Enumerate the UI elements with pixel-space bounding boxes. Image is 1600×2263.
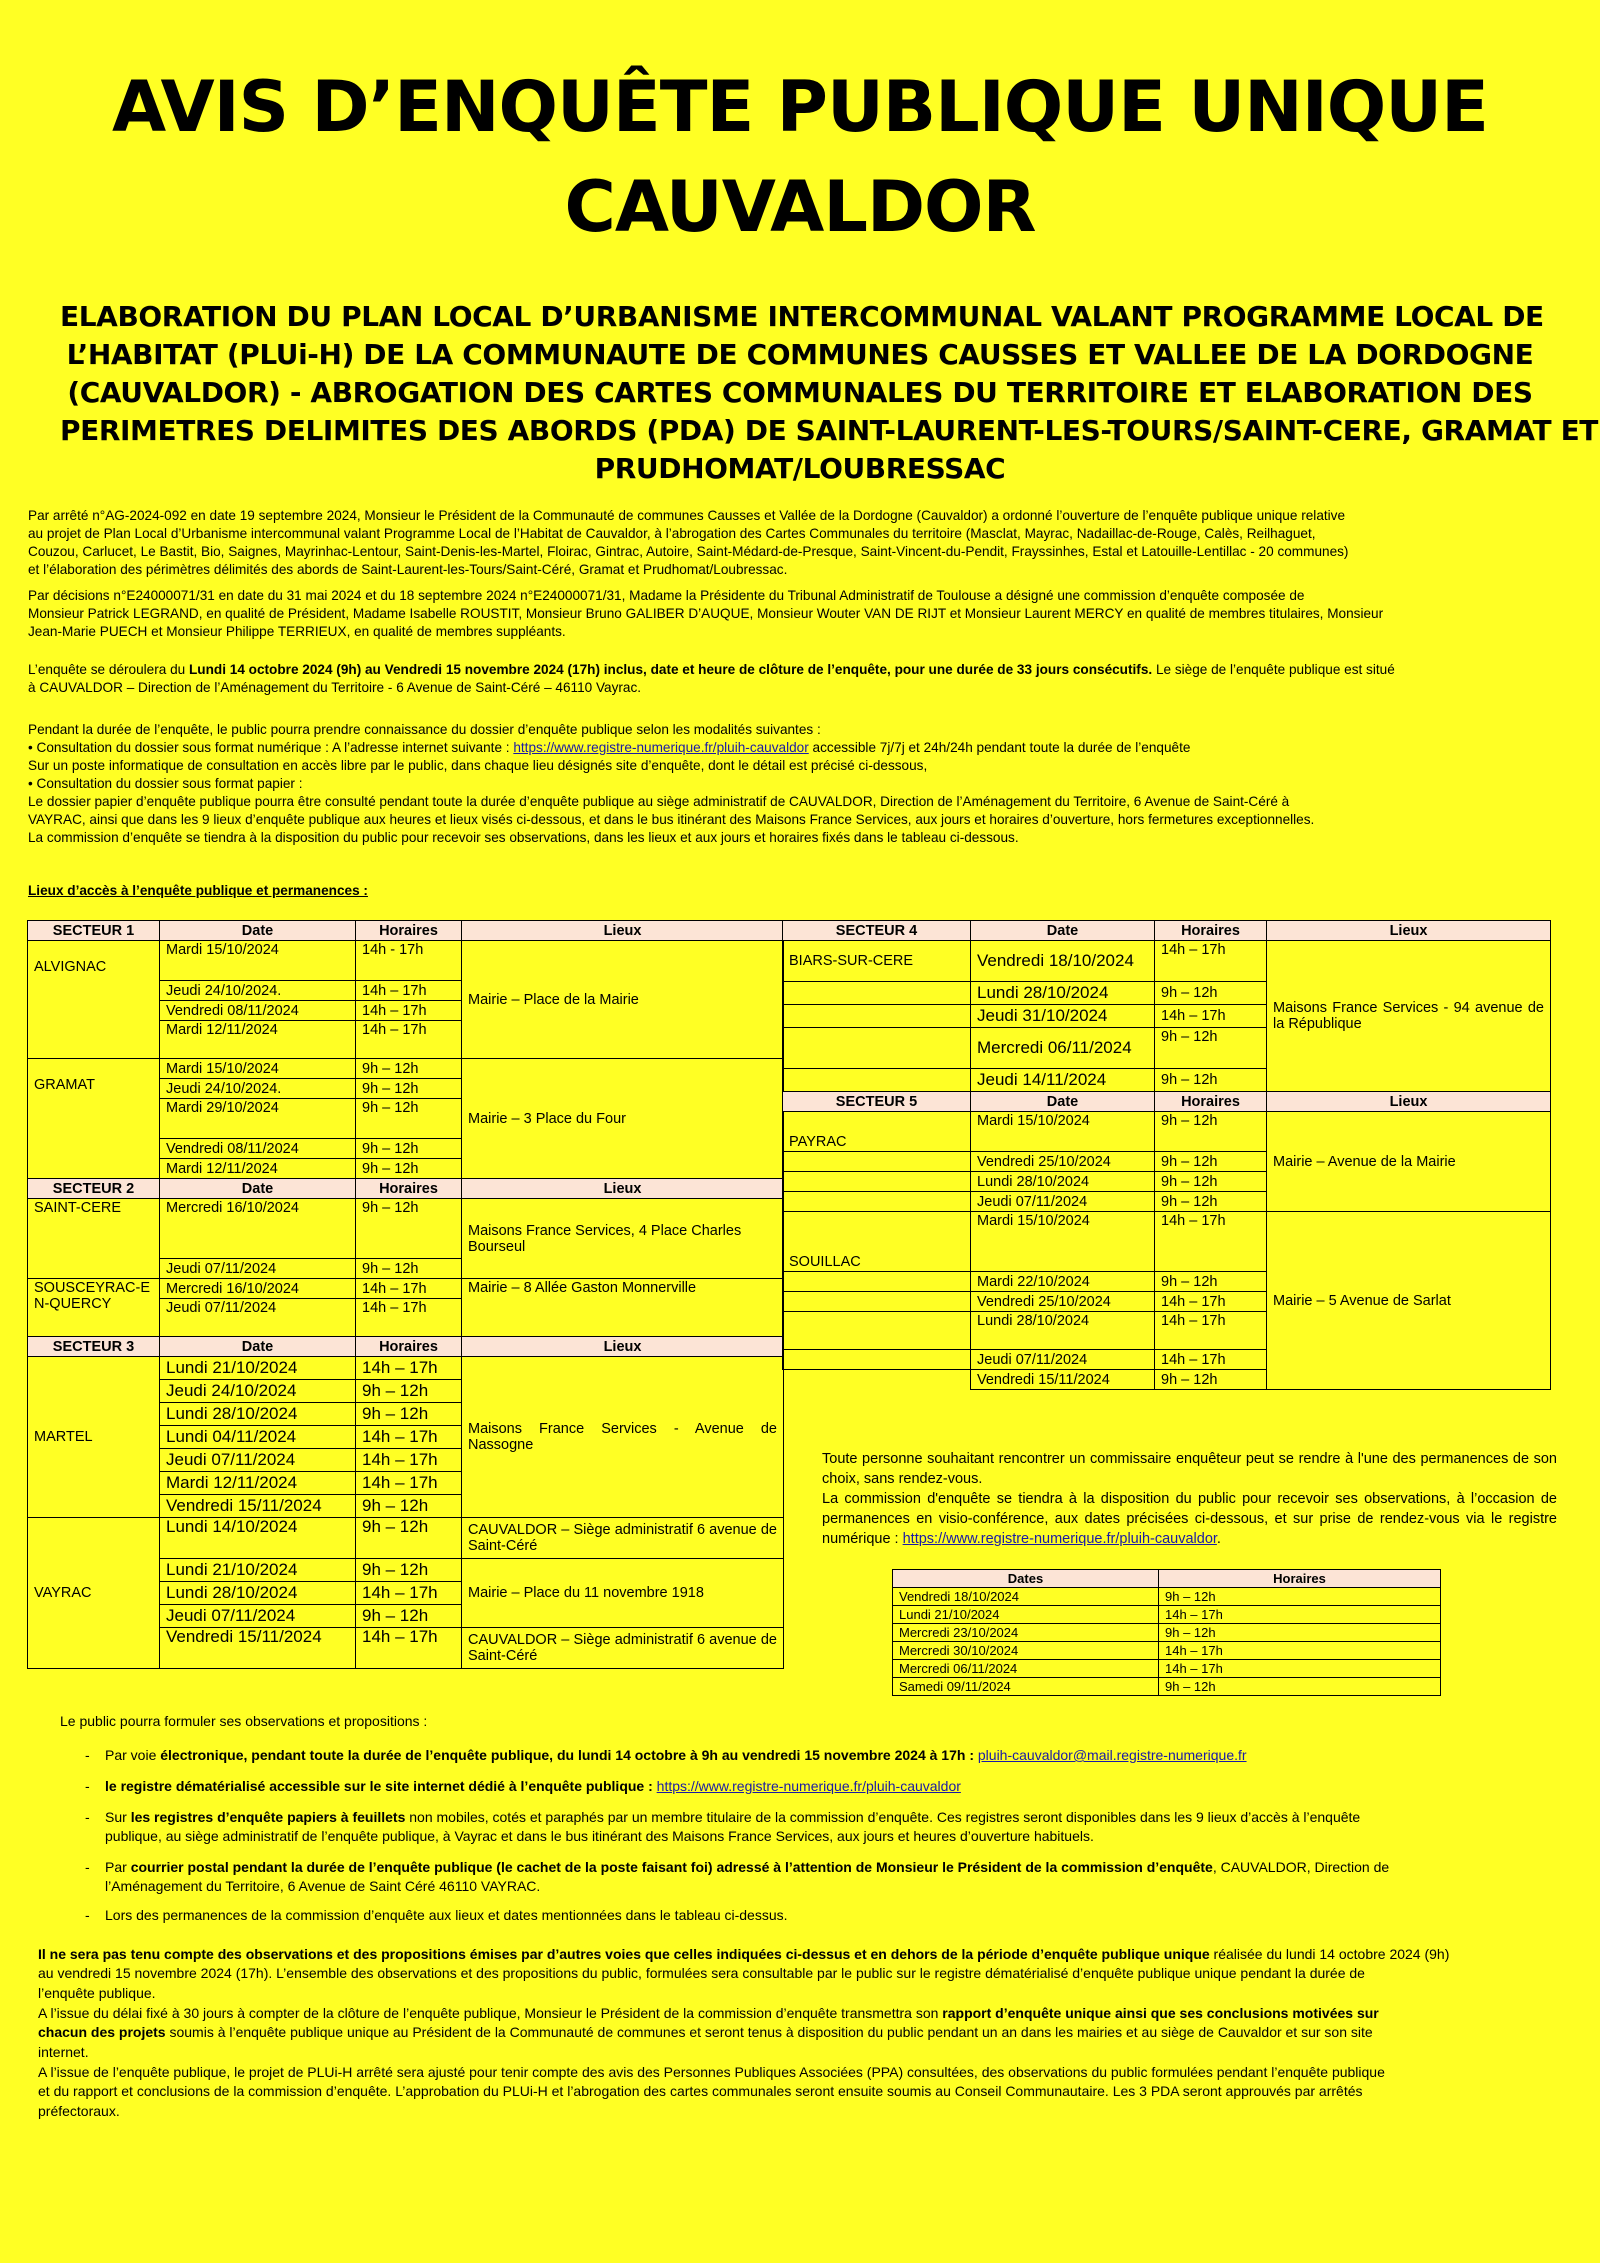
table-row (893, 1588, 1441, 1606)
text-line: Pendant la durée de l’enquête, le public pourra prendre connaissance du dossier d’enquête publique selon les modalités suivantes : (28, 722, 821, 737)
text: réalisée du lundi 14 octobre 2024 (9h) (1209, 1946, 1450, 1962)
commune-cell: SAINT-CERE (28, 1199, 160, 1279)
table-row (28, 1357, 784, 1380)
empty-cell (783, 1192, 971, 1212)
text-line: publique, au siège administratif de l’enquête publique, à Vayrac et dans le bus itinérant des Maisons France Services, aux jours et heures d’ouverture habituels. (105, 1828, 1094, 1844)
commune-cell: SOUILLAC (783, 1212, 971, 1272)
date-cell: Jeudi 07/11/2024 (160, 1259, 356, 1279)
column-header: Date (160, 921, 356, 941)
table-row (893, 1606, 1441, 1624)
time-cell: 9h – 12h (1155, 1152, 1267, 1172)
text-line: internet. (38, 2043, 89, 2060)
text: électronique, pendant toute la durée de l’enquête publique, du lundi 14 octobre à 9h au vendredi 15 novembre 2024 à 17h : (160, 1747, 974, 1763)
date-cell: Lundi 21/10/2024 (893, 1606, 1159, 1624)
text-line: Monsieur Patrick LEGRAND, en qualité de Président, Madame Isabelle ROUSTIT, Monsieur Bruno GALIBER D’AUQUE, Monsieur Wouter VAN DE RIJT et Monsieur Laurent MERCY en qualité de membres titulaires, Monsieur (28, 606, 1384, 621)
text-line (38, 2023, 1548, 2042)
text-line: à CAUVALDOR – Direction de l’Aménagement du Territoire - 6 Avenue de Saint-Céré – 46110 Vayrac. (28, 680, 642, 695)
sector-header: SECTEUR 3 (28, 1337, 160, 1357)
table-header-row (893, 1570, 1441, 1588)
date-cell: Jeudi 07/11/2024 (971, 1350, 1155, 1370)
time-cell: 9h – 12h (356, 1403, 462, 1426)
date-cell: Mercredi 06/11/2024 (971, 1028, 1155, 1069)
column-header: Date (971, 921, 1155, 941)
text: A l’issue du délai fixé à 30 jours à compter de la clôture de l’enquête publique, Monsieur le Président de la commission d’enquête transmettra son (38, 2005, 943, 2021)
commune-cell: VAYRAC (28, 1518, 160, 1669)
text: non mobiles, cotés et paraphés par un membre titulaire de la commission d’enquête. Ces registres seront disponibles dans les 9 lieux d’accès à l’enquête (405, 1809, 1361, 1825)
time-cell: 9h – 12h (1155, 1370, 1267, 1390)
text: courrier postal pendant la durée de l’enquête publique (le cachet de la poste faisant foi) adressé à l’attention de Monsieur le Président de la commission d’enquête (130, 1859, 1213, 1875)
schedule-table-left (27, 920, 784, 1669)
time-cell: 14h – 17h (356, 1582, 462, 1605)
table-row (28, 1518, 784, 1559)
text: La commission d'enquête se tiendra à la disposition du public pour recevoir ses observations, à l’occasion de permanences en visio-conférence, aux dates précisées ci-dessous, et sur prise de rendez-vous via le registre numérique : https://www.registre-numerique.fr/pluih-cauvaldor. (822, 1491, 1557, 1547)
table-row (783, 1212, 1551, 1272)
time-cell: 9h – 12h (1159, 1678, 1441, 1696)
time-cell: 14h – 17h (356, 1449, 462, 1472)
registre-link[interactable]: https://www.registre-numerique.fr/pluih-cauvaldor (513, 740, 809, 755)
commune-cell: GRAMAT (28, 1059, 160, 1179)
table-header-row (28, 1179, 784, 1199)
date-cell: Jeudi 24/10/2024. (160, 1079, 356, 1099)
date-cell: Vendredi 15/11/2024 (160, 1628, 356, 1669)
consultation-paragraph (28, 721, 1548, 847)
column-header: Horaires (356, 1337, 462, 1357)
date-cell: Vendredi 18/10/2024 (971, 941, 1155, 982)
text-line (28, 739, 1548, 757)
date-cell: Lundi 28/10/2024 (971, 1312, 1155, 1350)
dates-paragraph (28, 661, 1548, 697)
table-row (893, 1624, 1441, 1642)
commune-cell: SOUSCEYRAC-EN-QUERCY (28, 1279, 160, 1337)
observations-intro: Le public pourra formuler ses observations et propositions : (60, 1713, 428, 1729)
date-cell: Vendredi 25/10/2024 (971, 1152, 1155, 1172)
table-row (28, 1199, 784, 1259)
text-line (38, 2004, 1548, 2023)
text: chacun des projets (38, 2024, 166, 2041)
date-cell: Lundi 28/10/2024 (160, 1403, 356, 1426)
subtitle-line: PRUDHOMAT/LOUBRESSAC (594, 452, 1006, 485)
table-header-row (28, 921, 784, 941)
empty-cell (783, 1005, 971, 1028)
date-cell: Mercredi 23/10/2024 (893, 1624, 1159, 1642)
dash-icon: - (85, 1778, 90, 1794)
table-row (893, 1642, 1441, 1660)
empty-cell (783, 1312, 971, 1350)
dash-icon: - (85, 1907, 90, 1923)
table-header-row (28, 1337, 784, 1357)
time-cell: 14h – 17h (356, 981, 462, 1001)
text-line: VAYRAC, ainsi que dans les 9 lieux d’enquête publique aux heures et lieux visés ci-dessous, et dans le bus itinérant des Maisons France Services, aux jours et horaires d’ouverture, hors fermetures exceptionnelles. (28, 812, 1315, 827)
registre-link[interactable]: https://www.registre-numerique.fr/pluih-cauvaldor (656, 1778, 961, 1794)
time-cell: 14h – 17h (356, 1299, 462, 1337)
empty-cell (783, 1350, 971, 1370)
date-cell: Jeudi 07/11/2024 (971, 1192, 1155, 1212)
subtitle-line: (CAUVALDOR) - ABROGATION DES CARTES COMMUNALES DU TERRITOIRE ET ELABORATION DES (67, 376, 1533, 409)
empty-cell (783, 1069, 971, 1092)
column-header: Date (160, 1337, 356, 1357)
commune-cell: PAYRAC (783, 1112, 971, 1152)
text-line (38, 1945, 1548, 1964)
text-line (28, 661, 1548, 679)
date-cell: Mercredi 16/10/2024 (160, 1279, 356, 1299)
text-line: Par arrêté n°AG-2024-092 en date 19 septembre 2024, Monsieur le Président de la Communauté de communes Causses et Vallée de la Dordogne (Cauvaldor) a ordonné l’ouverture de l’enquête publique unique relative (28, 508, 1346, 523)
date-cell: Mardi 12/11/2024 (160, 1159, 356, 1179)
time-cell: 14h – 17h (1155, 1212, 1267, 1272)
column-header: Lieux (1267, 1092, 1551, 1112)
date-cell: Lundi 28/10/2024 (971, 1172, 1155, 1192)
bullet-registre-dematerialise (85, 1777, 1505, 1796)
time-cell: 9h – 12h (1159, 1588, 1441, 1606)
text-line (105, 1808, 1505, 1827)
text: L’enquête se déroulera du (28, 662, 189, 677)
arrete-paragraph (28, 507, 1548, 579)
text-line: l’Aménagement du Territoire, 6 Avenue de Saint Céré 46110 VAYRAC. (105, 1878, 541, 1894)
lieu-cell: Maisons France Services, 4 Place Charles Bourseul (462, 1199, 784, 1279)
time-cell: 9h – 12h (1155, 1172, 1267, 1192)
text-line: et du rapport et conclusions de la commission d’enquête. L’approbation du PLUi-H et l’abrogation des cartes communales seront ensuite soumis au Conseil Communautaire. Les 3 PDA seront approuvés par arrêtés (38, 2083, 1363, 2100)
schedule-table-right (782, 920, 1551, 1390)
bullet-permanences (85, 1906, 1505, 1925)
commune-cell: ALVIGNAC (28, 941, 160, 1059)
table-row (28, 1279, 784, 1299)
time-cell: 14h – 17h (356, 1472, 462, 1495)
text-line: La commission d’enquête se tiendra à la disposition du public pour recevoir ses observations, dans les lieux et aux jours et horaires fixés dans le tableau ci-dessous. (28, 830, 1019, 845)
text-line (105, 1858, 1505, 1877)
table-row (28, 1059, 784, 1079)
decision-paragraph (28, 587, 1548, 641)
lieu-cell: Mairie – Place du 11 novembre 1918 (462, 1559, 784, 1628)
text: Sur (105, 1809, 131, 1825)
column-header: Dates (893, 1570, 1159, 1588)
time-cell: 9h – 12h (1155, 982, 1267, 1005)
time-cell: 14h – 17h (356, 1021, 462, 1059)
column-header: Lieux (1267, 921, 1551, 941)
time-cell: 9h – 12h (1155, 1192, 1267, 1212)
time-cell: 14h – 17h (1155, 1350, 1267, 1370)
date-cell: Vendredi 08/11/2024 (160, 1139, 356, 1159)
column-header: Lieux (462, 921, 784, 941)
date-cell: Jeudi 31/10/2024 (971, 1005, 1155, 1028)
lieu-cell: CAUVALDOR – Siège administratif 6 avenue de Saint-Céré (462, 1518, 784, 1559)
table-row (783, 941, 1551, 982)
text: Toute personne souhaitant rencontrer un commissaire enquêteur peut se rendre à l'une des permanences de son choix, sans rendez-vous. (822, 1451, 1557, 1487)
bullet-courrier (85, 1858, 1505, 1896)
time-cell: 9h – 12h (356, 1380, 462, 1403)
commune-cell: MARTEL (28, 1357, 160, 1518)
date-cell: Lundi 14/10/2024 (160, 1518, 356, 1559)
time-cell: 14h – 17h (1155, 1005, 1267, 1028)
final-paragraph-3 (38, 2063, 1548, 2121)
bullet-registres-papier (85, 1808, 1505, 1846)
text-line: A l’issue de l’enquête publique, le projet de PLUi-H arrêté sera ajusté pour tenir compte des avis des Personnes Publiques Associées (PPA) consultées, des observations du public formulées pendant l’enquête publique (38, 2064, 1385, 2080)
text-line: au projet de Plan Local d’Urbanisme intercommunal valant Programme Local de l’Habitat de Cauvaldor, à l’abrogation des Cartes Communales du territoire (Masclat, Mayrac, Nadaillac-de-Rouge, Calès, Reilhaguet, (28, 526, 1316, 541)
commune-cell: BIARS-SUR-CERE (783, 941, 971, 982)
date-cell: Vendredi 15/11/2024 (160, 1495, 356, 1518)
bullet-electronique (85, 1746, 1505, 1765)
lieu-cell: Maisons France Services - 94 avenue de la République (1267, 941, 1551, 1092)
text: accessible 7j/7j et 24h/24h pendant toute la durée de l’enquête (808, 740, 1191, 755)
time-cell: 9h – 12h (1155, 1069, 1267, 1092)
text: Lors des permanences de la commission d’enquête aux lieux et dates mentionnées dans le tableau ci-dessus. (105, 1907, 788, 1923)
time-cell: 14h – 17h (1159, 1642, 1441, 1660)
text: rapport d’enquête unique ainsi que ses conclusions motivées sur (942, 2005, 1379, 2021)
time-cell: 14h – 17h (356, 1628, 462, 1669)
final-paragraph-2 (38, 2004, 1548, 2062)
empty-cell (783, 1172, 971, 1192)
time-cell: 9h – 12h (356, 1059, 462, 1079)
date-cell: Mardi 15/10/2024 (971, 1112, 1155, 1152)
table-row (28, 941, 784, 981)
date-cell: Lundi 28/10/2024 (971, 982, 1155, 1005)
text-line: Le dossier papier d’enquête publique pourra être consulté pendant toute la durée d’enquête publique au siège administratif de CAUVALDOR, Direction de l’Aménagement du Territoire, 6 Avenue de Saint-Céré à (28, 794, 1290, 809)
visio-table (892, 1569, 1441, 1696)
time-cell: 9h – 12h (356, 1139, 462, 1159)
empty-cell (783, 1292, 971, 1312)
text-line: Sur un poste informatique de consultation en accès libre par le public, dans chaque lieu désignés site d’enquête, dont le détail est précisé ci-dessous, (28, 758, 928, 773)
date-cell: Mardi 15/10/2024 (160, 941, 356, 981)
text-line: Couzou, Carlucet, Le Bastit, Bio, Saignes, Mayrinhac-Lentour, Saint-Denis-les-Martel, Floirac, Gintrac, Autoire, Saint-Médard-de-Presque, Saint-Vincent-du-Pendit, Frayssinhes, Estal et Latouille-Lentillac - 20 communes) (28, 544, 1349, 559)
date-cell: Mardi 12/11/2024 (160, 1021, 356, 1059)
date-cell: Mardi 15/10/2024 (971, 1212, 1155, 1272)
text-line: • Consultation du dossier sous format papier : (28, 776, 303, 791)
text-line: Par décisions n°E24000071/31 en date du 31 mai 2024 et du 18 septembre 2024 n°E24000071/31, Madame la Présidente du Tribunal Administratif de Toulouse a désigné une commission d’enquête composée de (28, 588, 1305, 603)
text-line: préfectoraux. (38, 2102, 120, 2119)
lieu-cell: CAUVALDOR – Siège administratif 6 avenue de Saint-Céré (462, 1628, 784, 1669)
text: La commission d'enquête se tiendra à la disposition du public pour recevoir ses observations, à l’occasion de permanences en visio-conférence, aux dates précisées ci-dessous, et sur prise de rendez-vous via le registre numérique : (822, 1491, 1557, 1547)
text-line: et l’élaboration des périmètres délimités des abords de Saint-Laurent-les-Tours/Saint-Céré, Gramat et Prudhomat/Loubressac. (28, 562, 788, 577)
sector-header: SECTEUR 1 (28, 921, 160, 941)
text-line: au vendredi 15 novembre 2024 (17h). L’ensemble des observations et des propositions du public, formulées sera consultable par le public sur le registre dématérialisé d’enquête publique unique pendant la durée de (38, 1965, 1365, 1982)
time-cell: 9h – 12h (356, 1199, 462, 1259)
lieu-cell: Maisons France Services - Avenue de Nassogne (462, 1357, 784, 1518)
column-header: Lieux (462, 1179, 784, 1199)
time-cell: 14h – 17h (1159, 1606, 1441, 1624)
date-cell: Vendredi 15/11/2024 (971, 1370, 1155, 1390)
table-row (893, 1660, 1441, 1678)
time-cell: 9h – 12h (356, 1099, 462, 1139)
empty-cell (783, 982, 971, 1005)
text-line: l’enquête publique. (38, 1984, 156, 2001)
time-cell: 9h – 12h (1155, 1272, 1267, 1292)
time-cell: 14h – 17h (356, 1279, 462, 1299)
text: Par (105, 1859, 131, 1875)
column-header: Horaires (356, 921, 462, 941)
date-cell: Jeudi 24/10/2024 (160, 1380, 356, 1403)
table-header-row (783, 921, 1551, 941)
sector-header: SECTEUR 5 (783, 1092, 971, 1112)
text: Il ne sera pas tenu compte des observations et des propositions émises par d’autres voies que celles indiquées ci-dessus et en dehors de la période d’enquête publique unique (38, 1946, 1210, 1962)
text: , CAUVALDOR, Direction de (1212, 1859, 1390, 1875)
time-cell: 9h – 12h (356, 1159, 462, 1179)
column-header: Horaires (1155, 921, 1267, 941)
column-header: Horaires (1155, 1092, 1267, 1112)
table-row (783, 1112, 1551, 1152)
page-title-line2: CAUVALDOR (564, 166, 1036, 248)
text-line: Jean-Marie PUECH et Monsieur Philippe TERRIEUX, en qualité de membres suppléants. (28, 624, 566, 639)
sector-header: SECTEUR 2 (28, 1179, 160, 1199)
email-link[interactable]: pluih-cauvaldor@mail.registre-numerique.fr (977, 1747, 1247, 1763)
date-cell: Mardi 12/11/2024 (160, 1472, 356, 1495)
time-cell: 9h – 12h (1155, 1112, 1267, 1152)
time-cell: 9h – 12h (1159, 1624, 1441, 1642)
time-cell: 9h – 12h (356, 1518, 462, 1559)
date-cell: Samedi 09/11/2024 (893, 1678, 1159, 1696)
text: le registre dématérialisé accessible sur le site internet dédié à l’enquête publique : (105, 1778, 653, 1794)
time-cell: 14h – 17h (1155, 1312, 1267, 1350)
date-cell: Lundi 21/10/2024 (160, 1559, 356, 1582)
date-cell: Mardi 22/10/2024 (971, 1272, 1155, 1292)
time-cell: 9h – 12h (356, 1079, 462, 1099)
date-cell: Mardi 15/10/2024 (160, 1059, 356, 1079)
subtitle-line: ELABORATION DU PLAN LOCAL D’URBANISME INTERCOMMUNAL VALANT PROGRAMME LOCAL DE (60, 300, 1544, 333)
date-cell: Mercredi 30/10/2024 (893, 1642, 1159, 1660)
table-row (893, 1678, 1441, 1696)
date-cell: Jeudi 07/11/2024 (160, 1449, 356, 1472)
dash-icon: - (85, 1747, 90, 1763)
column-header: Lieux (462, 1337, 784, 1357)
enquete-dates: Lundi 14 octobre 2024 (9h) au Vendredi 15 novembre 2024 (17h) inclus, date et heure de clôture de l’enquête, pour une durée de 33 jours consécutifs. (189, 662, 1153, 677)
text: • Consultation du dossier sous format numérique : A l’adresse internet suivante : (28, 740, 514, 755)
lieux-heading: Lieux d’accès à l’enquête publique et permanences : (28, 883, 368, 898)
time-cell: 9h – 12h (356, 1605, 462, 1628)
time-cell: 14h – 17h (1155, 941, 1267, 982)
lieu-cell: Mairie – 3 Place du Four (462, 1059, 784, 1179)
empty-cell (783, 1370, 971, 1390)
column-header: Date (160, 1179, 356, 1199)
time-cell: 14h – 17h (356, 1426, 462, 1449)
date-cell: Vendredi 08/11/2024 (160, 1001, 356, 1021)
empty-cell (783, 1272, 971, 1292)
column-header: Horaires (1159, 1570, 1441, 1588)
text: les registres d’enquête papiers à feuillets (130, 1809, 406, 1825)
date-cell: Mardi 29/10/2024 (160, 1099, 356, 1139)
text: soumis à l’enquête publique unique au Président de la Communauté de communes et seront tenus à disposition du public pendant un an dans les mairies et au siège de Cauvaldor et sur son site (165, 2024, 1373, 2041)
time-cell: 9h – 12h (356, 1259, 462, 1279)
date-cell: Jeudi 24/10/2024. (160, 981, 356, 1001)
visio-paragraph (822, 1449, 1557, 1549)
date-cell: Lundi 04/11/2024 (160, 1426, 356, 1449)
time-cell: 14h – 17h (1159, 1660, 1441, 1678)
registre-link[interactable]: https://www.registre-numerique.fr/pluih-cauvaldor (902, 1531, 1217, 1547)
lieu-cell: Mairie – 5 Avenue de Sarlat (1267, 1212, 1551, 1390)
text: Par voie (105, 1747, 161, 1763)
date-cell: Lundi 21/10/2024 (160, 1357, 356, 1380)
final-paragraph-1 (38, 1945, 1548, 2003)
date-cell: Jeudi 14/11/2024 (971, 1069, 1155, 1092)
page-title-line1: AVIS D’ENQUÊTE PUBLIQUE UNIQUE (112, 66, 1488, 148)
time-cell: 9h – 12h (356, 1495, 462, 1518)
dash-icon: - (85, 1859, 90, 1875)
lieu-cell: Mairie – 8 Allée Gaston Monnerville (462, 1279, 784, 1337)
empty-cell (783, 1028, 971, 1069)
sector-header: SECTEUR 4 (783, 921, 971, 941)
time-cell: 14h – 17h (1155, 1292, 1267, 1312)
text: Le siège de l’enquête publique est situé (1152, 662, 1395, 677)
time-cell: 9h – 12h (356, 1559, 462, 1582)
dash-icon: - (85, 1809, 90, 1825)
lieu-cell: Mairie – Avenue de la Mairie (1267, 1112, 1551, 1212)
date-cell: Mercredi 06/11/2024 (893, 1660, 1159, 1678)
column-header: Date (971, 1092, 1155, 1112)
date-cell: Vendredi 25/10/2024 (971, 1292, 1155, 1312)
time-cell: 14h – 17h (356, 1357, 462, 1380)
date-cell: Mercredi 16/10/2024 (160, 1199, 356, 1259)
time-cell: 14h - 17h (356, 941, 462, 981)
date-cell: Jeudi 07/11/2024 (160, 1299, 356, 1337)
subtitle-line: PERIMETRES DELIMITES DES ABORDS (PDA) DE SAINT-LAURENT-LES-TOURS/SAINT-CERE, GRAMAT ET (60, 414, 1599, 447)
time-cell: 14h – 17h (356, 1001, 462, 1021)
date-cell: Lundi 28/10/2024 (160, 1582, 356, 1605)
subtitle (60, 298, 1599, 488)
table-header-row (783, 1092, 1551, 1112)
date-cell: Jeudi 07/11/2024 (160, 1605, 356, 1628)
column-header: Horaires (356, 1179, 462, 1199)
time-cell: 9h – 12h (1155, 1028, 1267, 1069)
subtitle-line: L’HABITAT (PLUi-H) DE LA COMMUNAUTE DE COMMUNES CAUSSES ET VALLEE DE LA DORDOGNE (66, 338, 1534, 371)
empty-cell (783, 1152, 971, 1172)
date-cell: Vendredi 18/10/2024 (893, 1588, 1159, 1606)
lieu-cell: Mairie – Place de la Mairie (462, 941, 784, 1059)
